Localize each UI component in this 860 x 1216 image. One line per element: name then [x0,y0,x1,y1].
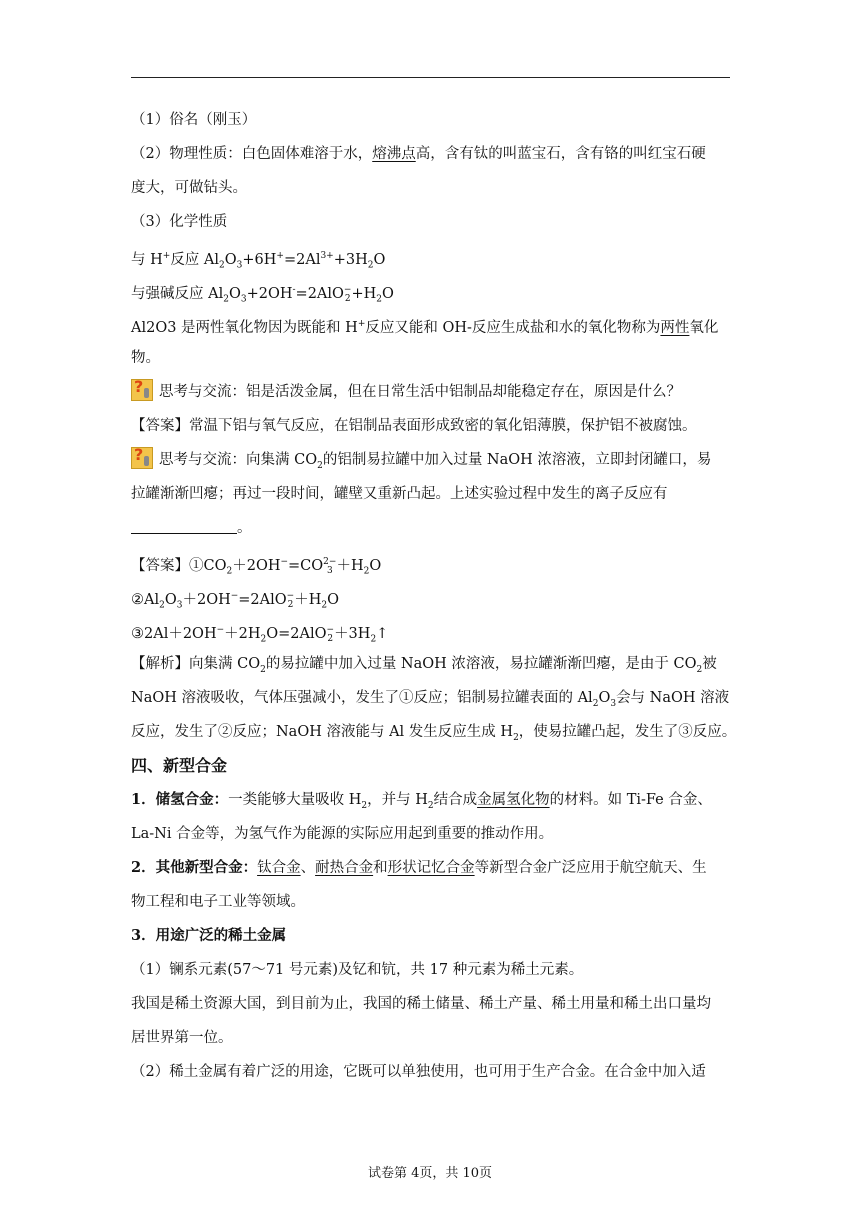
think-discuss-icon [131,379,153,401]
answer-blank [131,515,237,534]
para-other-alloys-cont: 物工程和电子工业等领域。 [131,894,305,910]
para-hydrogen-storage: 1．储氢合金：一类能够大量吸收 $H_2$，并与 $H_2$结合成金属氢化物的材料。如 Ti-Fe 合金、 [131,791,712,811]
answer-1: 【答案】常温下铝与氧气反应，在铝制品表面形成致密的氧化铝薄膜，保护铝不被腐蚀。 [131,418,697,434]
question-2-blank-line: 。 [131,511,731,545]
para-other-alloys: 2．其他新型合金：钛合金、耐热合金和形状记忆合金等新型合金广泛应用于航空航天、生 [131,859,707,876]
para-rare-earth-2-cont: 居世界第一位。 [131,1030,233,1046]
page-footer: 试卷第 4页，共 10页 [367,1166,493,1181]
question-1: ?思考与交流：铝是活泼金属，但在日常生活中铝制品却能稳定存在，原因是什么？ [131,375,731,409]
answer-2-eq1: 【答案】$①CO_2+2OH^-=CO$ 2− 3 $+H_2O$ [131,556,382,577]
answer-2-eq2: $②Al_2O_3+2OH^-=2AlO$ − 2 $+H_2O$ [131,590,339,611]
think-discuss-icon [131,447,153,469]
header-rule [131,77,730,78]
document-body [131,103,737,1089]
para-physical-properties: （2）物理性质：白色固体难溶于水，熔沸点高，含有钛的叫蓝宝石，含有铬的叫红宝石硬 [131,146,706,162]
analysis-3: 反应，发生了②反应；NaOH 溶液能与 Al 发生反应生成 $H_2$，使易拉罐凸起，发生了③反应。 [131,724,737,743]
para-amphoteric: Al2O3 是两性氧化物因为既能和 H+反应又能和 OH-反应生成盐和水的氧化物称为两性氧化 [131,319,719,336]
para-common-name: （1）俗名（刚玉） [131,112,257,128]
subheading-rare-earth: 3．用途广泛的稀土金属 [131,927,287,944]
analysis-1: 【解析】向集满 $CO_2$的易拉罐中加入过量 NaOH 浓溶液，易拉罐渐渐凹瘪，是由于 $CO_2$被 [131,656,717,675]
analysis-2: NaOH 溶液吸收，气体压强减小，发生了①反应；铝制易拉罐表面的 $Al_2O_3$会与 NaOH 溶液 [131,690,730,709]
answer-2-eq3: $③2Al+2OH^-+2H_2O=2AlO$ − 2 $+3H_2↑$ [131,624,389,645]
para-rare-earth-2: 我国是稀土资源大国，到目前为止，我国的稀土储量、稀土产量、稀土用量和稀土出口量均 [131,996,711,1012]
para-hydrogen-storage-cont: La-Ni 合金等，为氢气作为能源的实际应用起到重要的推动作用。 [131,826,554,842]
para-rare-earth-1: （1）镧系元素(57～71 号元素)及钇和钪，共 17 种元素为稀土元素。 [131,962,584,978]
para-physical-properties-cont: 度大，可做钻头。 [131,180,247,196]
section-heading-new-alloys: 四、新型合金 [131,756,228,775]
para-rare-earth-3: （2）稀土金属有着广泛的用途，它既可以单独使用，也可用于生产合金。在合金中加入适 [131,1064,706,1080]
question-2: ?思考与交流：向集满 $CO_2$的铝制易拉罐中加入过量 NaOH 浓溶液，立即封闭罐口，易 [131,443,731,477]
equation-base: 与强碱反应 $Al_2O_3+2OH^-=2AlO$ − 2 $+H_2O$ [131,284,394,305]
para-amphoteric-cont: 物。 [131,350,160,366]
equation-acid: 与 H+反应 $Al_2O_3+6H^+=2Al^{3+}+3H_2O$ [131,251,386,271]
para-chemical-properties: （3）化学性质 [131,214,228,230]
question-2-cont: 拉罐渐渐凹瘪；再过一段时间，罐壁又重新凸起。上述实验过程中发生的离子反应有 [131,486,668,502]
